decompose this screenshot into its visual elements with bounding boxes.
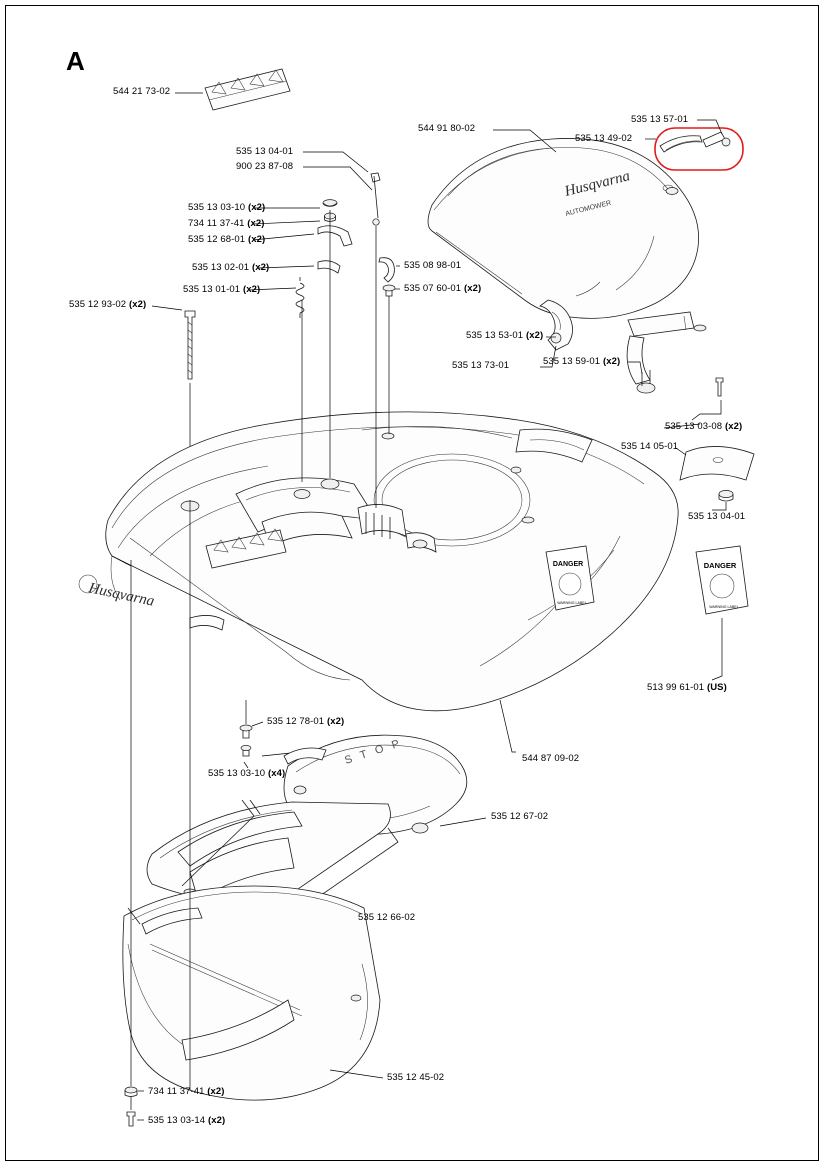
part-clip-535-13-02-01	[318, 261, 340, 273]
part-label: 535 07 60-01 (x2)	[404, 283, 482, 294]
part-label: 535 12 45-02	[387, 1072, 445, 1083]
part-plate-535-14-05-01	[680, 446, 754, 480]
svg-text:Husqvarna: Husqvarna	[87, 580, 156, 610]
part-label: 535 13 03-14 (x2)	[148, 1115, 226, 1126]
part-label: 535 13 04-01	[688, 511, 746, 522]
part-label: 535 13 04-01	[236, 146, 294, 157]
svg-text:DANGER: DANGER	[552, 561, 584, 568]
part-label: 535 13 59-01 (x2)	[543, 356, 621, 367]
part-label: 734 11 37-41 (x2)	[148, 1086, 225, 1097]
part-label: 535 12 93-02 (x2)	[69, 299, 147, 310]
part-bracket-535-12-68-01	[318, 226, 352, 246]
part-label: 535 13 73-01	[452, 360, 510, 371]
part-label: 535 13 01-01 (x2)	[183, 284, 261, 295]
part-label: 513 99 61-01 (US)	[647, 682, 727, 693]
part-label: 535 13 57-01	[631, 114, 689, 125]
part-nut-734-11-37-41-lower	[125, 1087, 137, 1097]
part-label: 734 11 37-41 (x2)	[188, 218, 265, 229]
part-label: 535 08 98-01	[404, 260, 462, 271]
part-screw-535-12-93-02	[185, 311, 195, 379]
part-decal-strip-top	[205, 69, 290, 110]
part-rod-assembly	[371, 173, 380, 225]
part-front-bumper-535-12-45-02	[123, 886, 380, 1100]
part-handle-highlighted	[660, 132, 730, 152]
part-danger-decal-513-99-61-01	[696, 546, 748, 614]
part-label: 544 87 09-02	[522, 753, 580, 764]
part-label: 544 91 80-02	[418, 123, 476, 134]
part-label: 900 23 87-08	[236, 161, 294, 172]
part-label: 535 13 03-10 (x4)	[208, 768, 286, 779]
svg-text:Husqvarna: Husqvarna	[563, 168, 632, 200]
part-label: 544 21 73-02	[113, 86, 171, 97]
part-label: 535 13 03-08 (x2)	[665, 421, 743, 432]
part-label: 535 13 03-10 (x2)	[188, 202, 266, 213]
part-label: 535 13 49-02	[575, 133, 633, 144]
part-arm-535-13-59-01	[627, 312, 706, 393]
svg-text:WARNING LABEL: WARNING LABEL	[557, 601, 587, 605]
part-label: 535 12 68-01 (x2)	[188, 234, 266, 245]
svg-text:WARNING LABEL: WARNING LABEL	[709, 605, 739, 609]
part-pin-535-12-78-01	[240, 725, 252, 756]
part-label: 535 13 53-01 (x2)	[466, 330, 544, 341]
part-label: 535 12 66-02	[358, 912, 416, 923]
part-rivet-535-07-60-01	[383, 285, 395, 296]
part-screw-535-13-03-14-lower	[127, 1112, 135, 1126]
part-clip-535-08-98-01	[379, 258, 394, 282]
part-nut-535-13-04-01	[719, 490, 733, 501]
part-label: 535 12 67-02	[491, 811, 549, 822]
part-spring-535-13-01-01	[296, 277, 304, 318]
part-label: 535 14 05-01	[621, 441, 679, 452]
part-washer-535-13-03-10	[323, 200, 337, 207]
part-screw-535-13-03-08	[716, 378, 723, 396]
part-label: 535 13 02-01 (x2)	[192, 262, 270, 273]
section-letter: A	[66, 46, 85, 76]
part-label: 535 12 78-01 (x2)	[267, 716, 345, 727]
svg-text:AUTOMOWER: AUTOMOWER	[564, 199, 613, 218]
svg-text:DANGER: DANGER	[703, 561, 737, 570]
svg-text:S T O P: S T O P	[343, 736, 404, 767]
